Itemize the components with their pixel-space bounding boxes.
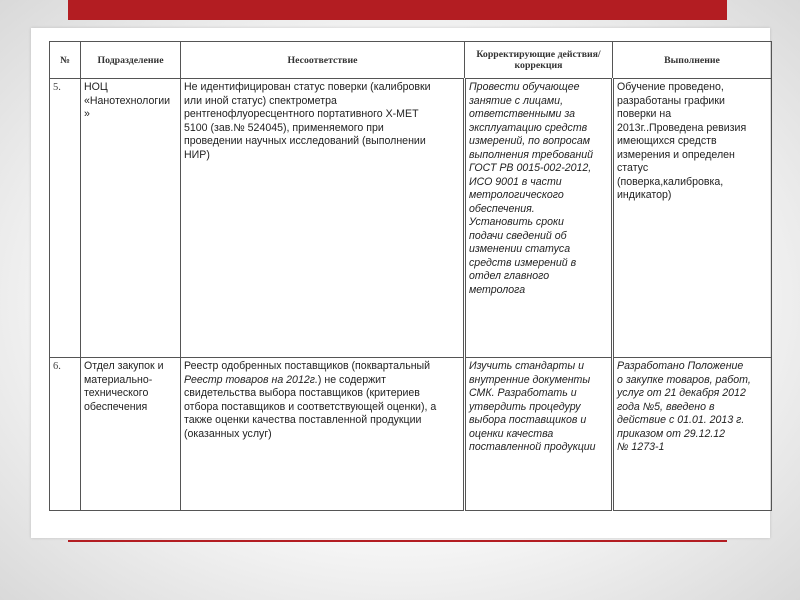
execution-cell	[613, 79, 772, 358]
text-line: Установить сроки	[469, 216, 564, 228]
text-line: (оказанных услуг)	[184, 427, 272, 440]
text-line: выбора поставщиков и	[469, 414, 587, 426]
text-line: Отдел закупок и	[84, 360, 164, 372]
text-line: измерения и определен	[617, 148, 735, 161]
text-line: рентгенофлуоресцентного портативного X-MET	[184, 108, 419, 120]
top-accent-bar	[68, 0, 727, 20]
text-line: обеспечения.	[469, 202, 535, 215]
execution-cell	[613, 358, 772, 511]
text-fragment: ) не содержит	[317, 373, 386, 386]
text-line: Реестр одобренных поставщиков (поквартальный	[184, 360, 431, 372]
row-number: 5.	[50, 79, 81, 358]
nonconformity-table	[49, 41, 772, 511]
text-line: Изучить стандарты и	[469, 360, 584, 372]
text-line: действие с 01.01. 2013 г.	[617, 414, 745, 426]
text-line: НИР)	[184, 148, 210, 161]
text-line: технического	[84, 387, 149, 399]
text-line: Обучение проведено,	[617, 81, 724, 93]
table-row	[50, 358, 772, 511]
text-line: внутренние документы	[469, 373, 591, 386]
table-row	[50, 79, 772, 358]
text-line: подачи сведений об	[469, 229, 567, 242]
text-line: 2013г..Проведена ревизия	[617, 121, 747, 134]
text-line	[184, 374, 460, 388]
text-line: поставленной продукции	[469, 441, 596, 453]
header-department: Подразделение	[81, 42, 181, 79]
text-line: проведении научных исследований (выполнении	[184, 135, 426, 147]
text-line: »	[84, 108, 90, 120]
text-line: занятие с лицами,	[469, 94, 564, 107]
text-line: «Нанотехнологии	[84, 94, 171, 107]
text-line: приказом от 29.12.12	[617, 427, 726, 440]
text-line: метролога	[469, 283, 526, 296]
header-nonconformity: Несоответствие	[181, 42, 465, 79]
register-title: Реестр товаров на 2012г.	[184, 373, 318, 386]
text-line: НОЦ	[84, 81, 108, 93]
text-line: № 1273-1	[617, 441, 665, 453]
header-number: №	[50, 42, 81, 79]
text-line: ИСО 9001 в части	[469, 175, 562, 188]
text-line: индикатор)	[617, 189, 672, 201]
text-line: имеющихся средств	[617, 135, 717, 147]
text-line: утвердить процедуру	[469, 400, 581, 413]
table-header-row	[50, 42, 772, 79]
text-line: эксплуатацию средств	[469, 121, 588, 134]
text-line: услуг от 21 декабря 2012	[617, 387, 746, 399]
text-line: Не идентифицирован статус поверки (калибровки	[184, 81, 431, 93]
text-line: 5100 (зав.№ 524045), применяемого при	[184, 121, 384, 134]
text-line: измерений, по вопросам	[469, 135, 591, 147]
corrective-actions-cell	[465, 358, 613, 511]
text-line: разработаны графики	[617, 94, 725, 107]
text-line: ГОСТ РВ 0015-002-2012,	[469, 162, 592, 174]
text-line: Провести обучающее	[469, 81, 580, 93]
corrective-actions-cell	[465, 79, 613, 358]
text-line: изменении статуса	[469, 243, 571, 255]
text-line: метрологического	[469, 189, 564, 201]
text-line: материально-	[84, 373, 153, 386]
department-cell	[81, 79, 181, 358]
text-line: о закупке товаров, работ,	[617, 373, 751, 386]
nonconformity-cell	[181, 358, 465, 511]
text-line: отдел главного	[469, 270, 550, 282]
header-corrective-actions: Корректирующие действия/коррекция	[465, 42, 613, 79]
text-line: статус	[617, 162, 649, 174]
text-line: Разработано Положение	[617, 360, 744, 372]
text-line: оценки качества	[469, 427, 554, 440]
text-line: также оценки качества поставленной продукции	[184, 414, 422, 426]
text-line: средств измерений в	[469, 256, 577, 269]
document-page	[31, 28, 770, 538]
text-line: отбора поставщиков и соответствующей оценки), а	[184, 400, 437, 413]
text-line: выполнения требований	[469, 148, 593, 161]
row-number: 6.	[50, 358, 81, 511]
text-line: года №5, введено в	[617, 400, 715, 413]
nonconformity-cell	[181, 79, 465, 358]
text-line: (поверка,калибровка,	[617, 175, 724, 188]
department-cell	[81, 358, 181, 511]
text-line: или иной статус) спектрометра	[184, 94, 337, 107]
text-line: обеспечения	[84, 400, 148, 413]
text-line: ответственными за	[469, 108, 576, 120]
bottom-accent-line	[68, 540, 727, 542]
text-line: поверки на	[617, 108, 672, 120]
text-line: СМК. Разработать и	[469, 387, 577, 399]
text-line: свидетельства выбора поставщиков (критериев	[184, 387, 420, 399]
header-execution: Выполнение	[613, 42, 772, 79]
